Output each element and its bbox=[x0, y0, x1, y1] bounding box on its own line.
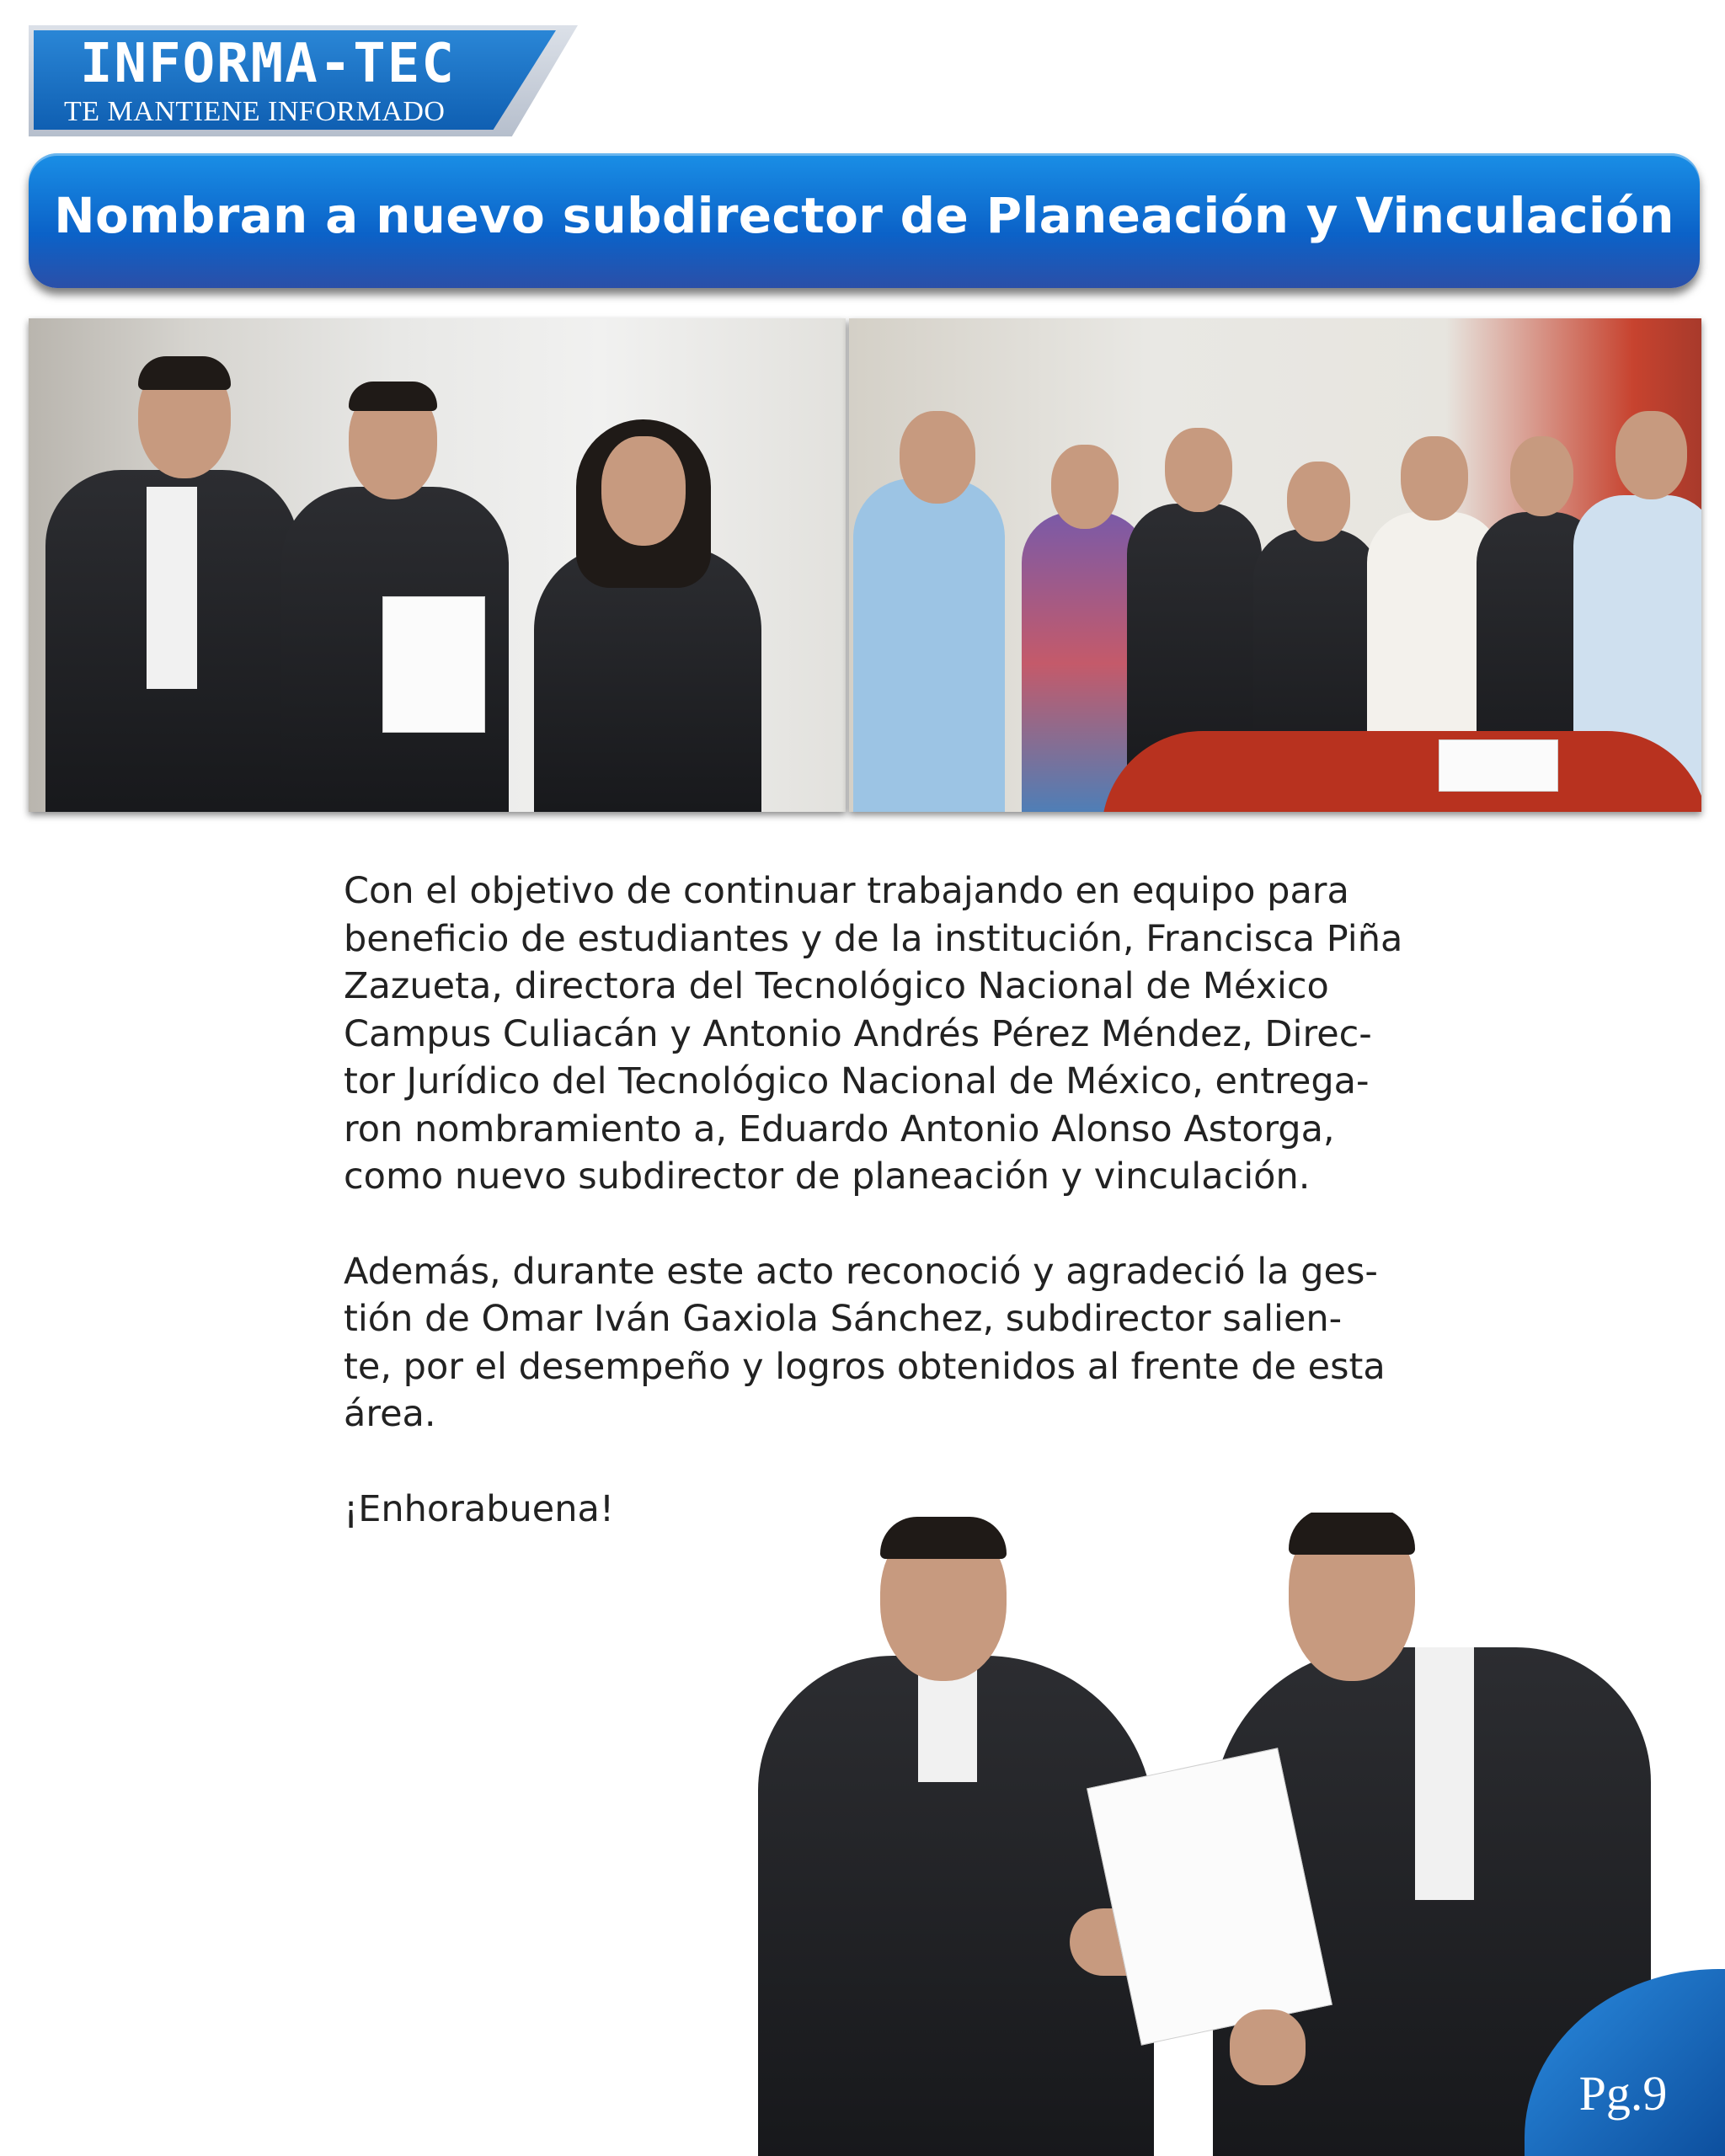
text-line: ¡Enhorabuena! bbox=[344, 1487, 615, 1530]
page-number: Pg.9 bbox=[1578, 2066, 1668, 2121]
text-line: Con el objetivo de continuar trabajando en equipo para bbox=[344, 870, 1349, 912]
brand-name: INFORMA-TEC bbox=[80, 33, 456, 95]
text-line: tión de Omar Iván Gaxiola Sánchez, subdirector salien- bbox=[344, 1298, 1343, 1340]
text-line: te, por el desempeño y logros obtenidos al frente de esta bbox=[344, 1345, 1386, 1388]
text-line: Además, durante este acto reconoció y agradeció la ges- bbox=[344, 1250, 1378, 1293]
text-line: Zazueta, directora del Tecnológico Nacional de México bbox=[344, 965, 1329, 1007]
text-line: beneficio de estudiantes y de la institución, Francisca Piña bbox=[344, 917, 1403, 960]
article-body bbox=[344, 867, 1540, 1580]
text-line: Campus Culiacán y Antonio Andrés Pérez Méndez, Direc- bbox=[344, 1012, 1372, 1055]
photo-group-right bbox=[849, 318, 1701, 812]
article-paragraph-1 bbox=[344, 867, 1540, 1201]
photo-group-left bbox=[29, 318, 846, 812]
text-line: como nuevo subdirector de planeación y vinculación. bbox=[344, 1155, 1311, 1198]
text-line: área. bbox=[344, 1393, 436, 1435]
article-title: Nombran a nuevo subdirector de Planeación y Vinculación bbox=[54, 187, 1674, 244]
brand-tagline: TE MANTIENE INFORMADO bbox=[64, 96, 446, 127]
title-banner bbox=[29, 153, 1700, 288]
article-paragraph-2 bbox=[344, 1248, 1540, 1438]
text-line: tor Jurídico del Tecnológico Nacional de México, entrega- bbox=[344, 1060, 1370, 1102]
text-line: ron nombramiento a, Eduardo Antonio Alonso Astorga, bbox=[344, 1107, 1335, 1150]
